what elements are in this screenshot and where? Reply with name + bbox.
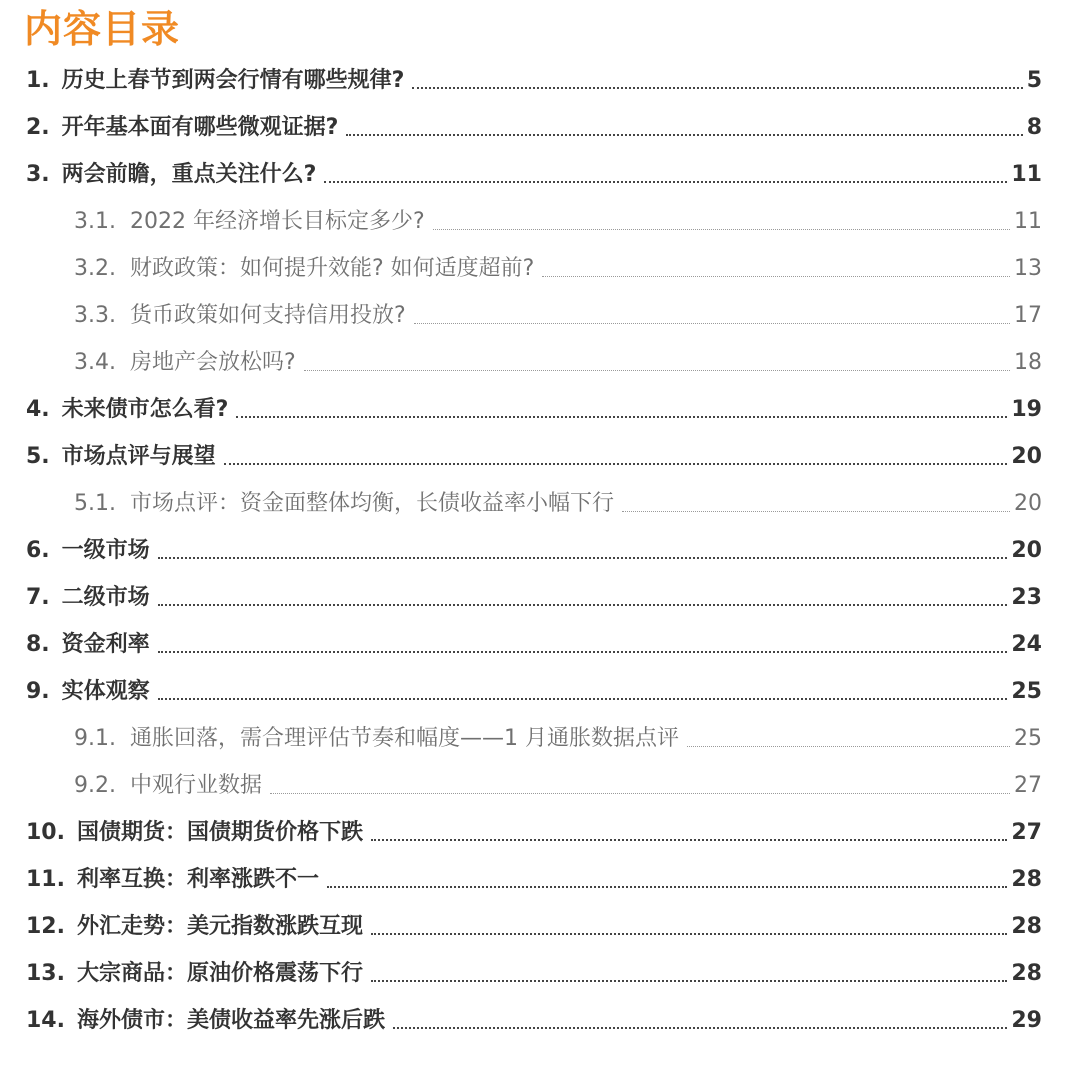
toc-entry-number: 3.2. [74, 256, 116, 281]
toc-entry-page: 27 [1014, 773, 1042, 798]
toc-entry-page: 29 [1011, 1008, 1042, 1033]
toc-entry-page: 20 [1014, 491, 1042, 516]
toc-entry-title: 大宗商品：原油价格震荡下行 [76, 961, 363, 986]
toc-entry[interactable] [26, 671, 1042, 707]
toc-entry-number: 3. [26, 162, 50, 187]
dot-leader [371, 839, 1007, 841]
toc-entry-page: 25 [1011, 679, 1042, 704]
toc-entry-page: 24 [1011, 632, 1042, 657]
toc-entry-title: 房地产会放松吗? [129, 350, 296, 375]
toc-entry-number: 9.2. [74, 773, 116, 798]
toc-entry-title: 外汇走势：美元指数涨跌互现 [76, 914, 363, 939]
toc-entry[interactable] [26, 389, 1042, 425]
toc-entry-page: 20 [1011, 538, 1042, 563]
toc-subentry[interactable] [74, 718, 1042, 754]
dot-leader [158, 604, 1008, 606]
toc-entry-page: 8 [1026, 115, 1042, 140]
toc-entry-page: 19 [1011, 397, 1042, 422]
toc-entry[interactable] [26, 577, 1042, 613]
dot-leader [158, 651, 1008, 653]
toc-entry-number: 14. [26, 1008, 65, 1033]
toc-entry-title: 资金利率 [61, 632, 150, 657]
dot-leader [158, 557, 1008, 559]
toc-entry-page: 28 [1011, 914, 1042, 939]
toc-entry[interactable] [26, 624, 1042, 660]
dot-leader [542, 276, 1010, 277]
toc-entry[interactable] [26, 812, 1042, 848]
dot-leader [414, 323, 1010, 324]
toc-entry[interactable] [26, 859, 1042, 895]
toc-entry-title: 未来债市怎么看? [61, 397, 229, 422]
toc-entry-title: 二级市场 [61, 585, 150, 610]
toc-entry[interactable] [26, 530, 1042, 566]
toc-entry-page: 11 [1014, 209, 1042, 234]
toc-entry-number: 3.3. [74, 303, 116, 328]
toc-entry-page: 28 [1011, 867, 1042, 892]
dot-leader [393, 1027, 1007, 1029]
dot-leader [371, 933, 1007, 935]
dot-leader [236, 416, 1007, 418]
toc-entry-title: 两会前瞻，重点关注什么? [61, 162, 317, 187]
toc-subentry[interactable] [74, 295, 1042, 331]
dot-leader [412, 87, 1022, 89]
dot-leader [304, 370, 1010, 371]
toc-entry-page: 11 [1011, 162, 1042, 187]
toc-entry[interactable] [26, 154, 1042, 190]
toc-entry-number: 1. [26, 68, 50, 93]
toc-entry-number: 9. [26, 679, 50, 704]
toc-entry-title: 通胀回落，需合理评估节奏和幅度——1 月通胀数据点评 [129, 726, 679, 751]
dot-leader [433, 229, 1010, 230]
toc-entry-number: 6. [26, 538, 50, 563]
toc-entry-title: 市场点评：资金面整体均衡，长债收益率小幅下行 [129, 491, 614, 516]
toc-entry-page: 13 [1014, 256, 1042, 281]
toc-entry-number: 9.1. [74, 726, 116, 751]
toc-entry-title: 货币政策如何支持信用投放? [129, 303, 406, 328]
toc-entry-title: 海外债市：美债收益率先涨后跌 [76, 1008, 385, 1033]
dot-leader [224, 463, 1008, 465]
toc-entry-page: 23 [1011, 585, 1042, 610]
toc-entry-title: 市场点评与展望 [61, 444, 216, 469]
dot-leader [270, 793, 1010, 794]
toc-subentry[interactable] [74, 342, 1042, 378]
dot-leader [158, 698, 1008, 700]
toc-entry-number: 7. [26, 585, 50, 610]
toc-entry-title: 财政政策：如何提升效能? 如何适度超前? [129, 256, 535, 281]
page-title: 内容目录 [24, 7, 181, 51]
toc-entry-number: 12. [26, 914, 65, 939]
toc-entry-page: 17 [1014, 303, 1042, 328]
toc-entry-title: 实体观察 [61, 679, 150, 704]
toc-entry-page: 18 [1014, 350, 1042, 375]
toc-entry[interactable] [26, 906, 1042, 942]
toc-entry-number: 11. [26, 867, 65, 892]
toc-entry-number: 3.1. [74, 209, 116, 234]
dot-leader [622, 511, 1010, 512]
toc-entry[interactable] [26, 107, 1042, 143]
toc-entry-title: 历史上春节到两会行情有哪些规律? [61, 68, 405, 93]
dot-leader [371, 980, 1007, 982]
toc-subentry[interactable] [74, 201, 1042, 237]
toc-entry-number: 8. [26, 632, 50, 657]
toc-entry-title: 中观行业数据 [129, 773, 262, 798]
toc-entry-number: 5.1. [74, 491, 116, 516]
toc-entry-number: 10. [26, 820, 65, 845]
toc-entry-page: 28 [1011, 961, 1042, 986]
toc-entry-title: 开年基本面有哪些微观证据? [61, 115, 339, 140]
toc-subentry[interactable] [74, 483, 1042, 519]
toc-entry-page: 27 [1011, 820, 1042, 845]
toc-entry-number: 3.4. [74, 350, 116, 375]
dot-leader [687, 746, 1010, 747]
toc-entry-page: 25 [1014, 726, 1042, 751]
toc-entry[interactable] [26, 60, 1042, 96]
toc-entry-number: 13. [26, 961, 65, 986]
toc-subentry[interactable] [74, 765, 1042, 801]
toc-entry[interactable] [26, 1000, 1042, 1036]
toc-entry-title: 利率互换：利率涨跌不一 [76, 867, 319, 892]
toc-entry-title: 国债期货：国债期货价格下跌 [76, 820, 363, 845]
toc-entry-page: 5 [1026, 68, 1042, 93]
toc-entry[interactable] [26, 953, 1042, 989]
toc-entry-page: 20 [1011, 444, 1042, 469]
toc-entry-title: 2022 年经济增长目标定多少? [129, 209, 425, 234]
toc-entry-number: 5. [26, 444, 50, 469]
toc-entry-number: 2. [26, 115, 50, 140]
dot-leader [346, 134, 1022, 136]
toc-entry-title: 一级市场 [61, 538, 150, 563]
toc-entry-number: 4. [26, 397, 50, 422]
toc-entry[interactable] [26, 436, 1042, 472]
toc-subentry[interactable] [74, 248, 1042, 284]
dot-leader [327, 886, 1007, 888]
dot-leader [324, 181, 1007, 183]
